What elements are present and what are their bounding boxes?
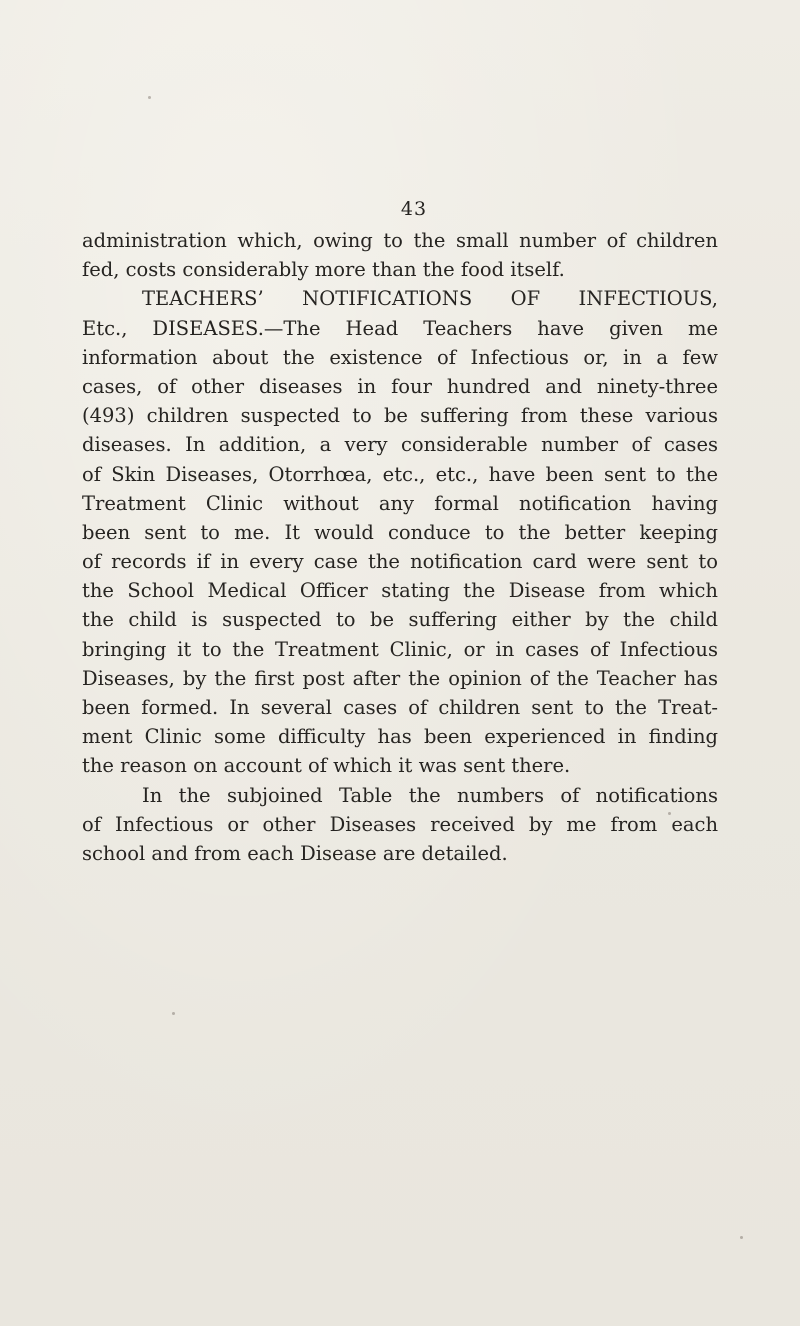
text-line: Diseases, by the first post after the opinion of the Teacher has <box>82 666 718 690</box>
text-line: the School Medical Officer stating the Disease from which <box>82 579 718 603</box>
text-line: cases, of other diseases in four hundred and ninety-three <box>82 374 718 398</box>
text-line: been formed. In several cases of children sent to the Treat- <box>82 696 718 719</box>
text-line: Etc., DISEASES.—The Head Teachers have given me <box>82 316 718 340</box>
text-line: (493) children suspected to be suffering from these various <box>82 404 718 428</box>
text-line: of records if in every case the notification card were sent to <box>82 550 718 574</box>
paper-speck <box>172 1012 175 1015</box>
text-line: information about the existence of Infectious or, in a few <box>82 345 718 369</box>
text-line: been sent to me. It would conduce to the better keeping <box>82 520 718 544</box>
text-line: diseases. In addition, a very considerable number of cases <box>82 433 718 457</box>
section-heading-line: TEACHERS’ NOTIFICATIONS OF INFECTIOUS, <box>142 287 718 311</box>
text-line: of Infectious or other Diseases received by me from each <box>82 812 718 836</box>
paper-speck <box>740 1236 743 1239</box>
text-line: of Skin Diseases, Otorrhœa, etc., etc., have been sent to the <box>82 462 718 486</box>
page-number: 43 <box>400 198 428 220</box>
text-line: school and from each Disease are detailed. <box>82 841 508 865</box>
text-line: the reason on account of which it was sent there. <box>82 754 571 778</box>
text-line: In the subjoined Table the numbers of notifications <box>142 783 718 807</box>
paper-speck <box>668 812 671 815</box>
text-line: ment Clinic some difficulty has been experienced in finding <box>82 725 718 749</box>
text-line: the child is suspected to be suffering either by the child <box>82 608 718 632</box>
text-line: fed, costs considerably more than the food itself. <box>82 258 565 282</box>
text-line: administration which, owing to the small number of children <box>82 229 718 252</box>
body-text <box>82 226 718 868</box>
paper-speck <box>148 96 151 99</box>
text-line: Treatment Clinic without any formal notification having <box>82 491 718 515</box>
text-line: bringing it to the Treatment Clinic, or in cases of Infectious <box>82 637 718 661</box>
